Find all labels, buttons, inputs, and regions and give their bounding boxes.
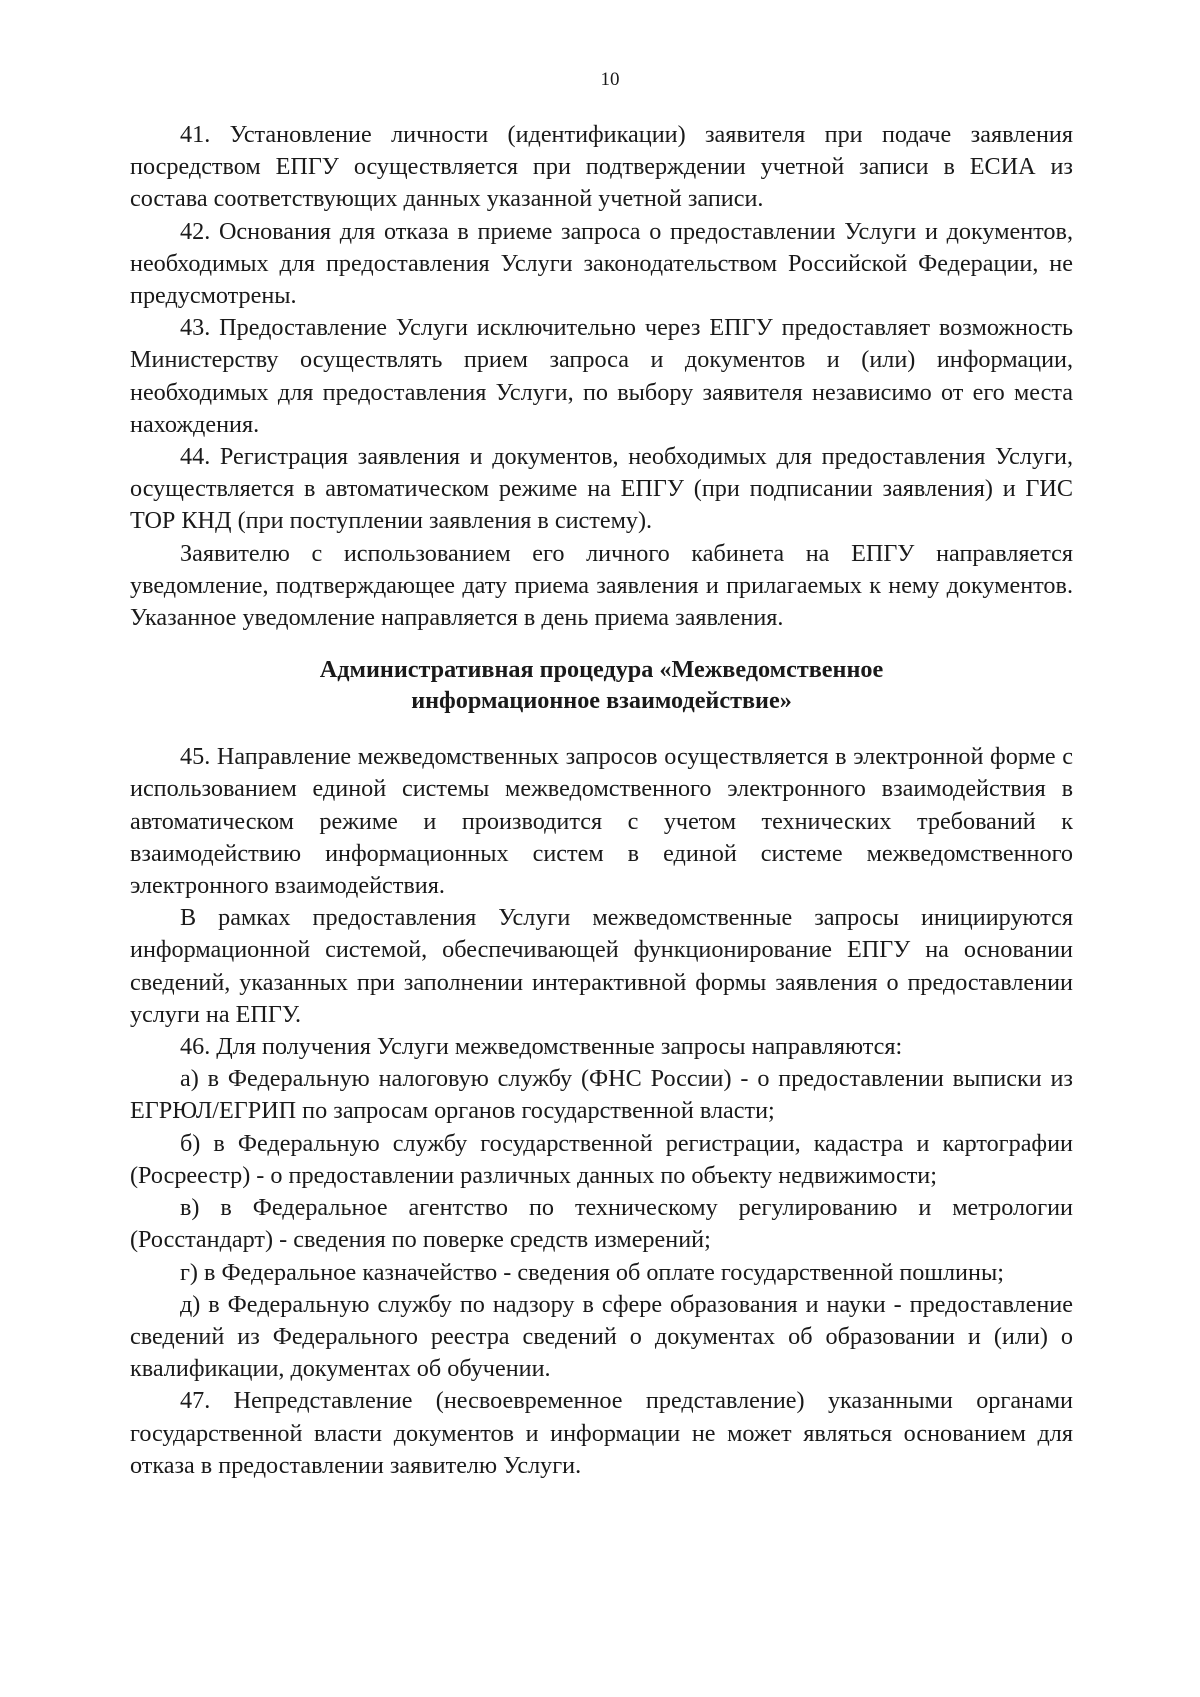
list-item-v: в) в Федеральное агентство по техническому регулированию и метрологии (Росстандарт) - сведения по поверке средств измерений; — [130, 1194, 1073, 1254]
paragraph-45: 45. Направление межведомственных запросов осуществляется в электронной форме с использованием единой системы межведомственного электронного взаимодействия в автоматическом режиме и производится с учетом технических требований к взаимодействию информационных систем в единой системе межведомственного электронного взаимодействия. — [130, 743, 1073, 900]
paragraph-47: 47. Непредставление (несвоевременное представление) указанными органами государственной власти документов и информации не может являться основанием для отказа в предоставлении заявителю Услуги. — [130, 1387, 1073, 1479]
paragraph-46: 46. Для получения Услуги межведомственные запросы направляются: — [180, 1033, 903, 1061]
paragraph-42: 42. Основания для отказа в приеме запроса о предоставлении Услуги и документов, необходимых для предоставления Услуги законодательством Российской Федерации, не предусмотрены. — [130, 217, 1073, 310]
list-item-d: д) в Федеральную службу по надзору в сфере образования и науки - предоставление сведений из Федерального реестра сведений о документах об образовании и (или) о квалификации, документах об обучении. — [130, 1290, 1073, 1383]
paragraph-44: 44. Регистрация заявления и документов, необходимых для предоставления Услуги, осуществляется в автоматическом режиме на ЕПГУ (при подписании заявления) и ГИС ТОР КНД (при поступлении заявления в систему). — [130, 443, 1073, 535]
section-heading-line-2: информационное взаимодействие» — [411, 687, 792, 715]
section-heading — [130, 654, 1073, 716]
paragraph-45-requests: В рамках предоставления Услуги межведомственные запросы инициируются информационной системой, обеспечивающей функционирование ЕПГУ на основании сведений, указанных при заполнении интерактивной формы заявления о предоставлении услуги на ЕПГУ. — [130, 904, 1073, 1028]
document-body — [130, 119, 1073, 1482]
list-item-a: а) в Федеральную налоговую службу (ФНС России) - о предоставлении выписки из ЕГРЮЛ/ЕГРИП по запросам органов государственной власти; — [130, 1065, 1073, 1125]
paragraph-44-notification: Заявителю с использованием его личного кабинета на ЕПГУ направляется уведомление, подтверждающее дату приема заявления и прилагаемых к нему документов. Указанное уведомление направляется в день приема заявления. — [130, 539, 1073, 632]
list-item-b: б) в Федеральную службу государственной регистрации, кадастра и картографии (Росреестр) - о предоставлении различных данных по объекту недвижимости; — [130, 1129, 1073, 1189]
paragraph-43: 43. Предоставление Услуги исключительно через ЕПГУ предоставляет возможность Министерству осуществлять прием запроса и документов и (или) информации, необходимых для предоставления Услуги, по выбору заявителя независимо от его места нахождения. — [130, 314, 1073, 438]
section-heading-line-1: Административная процедура «Межведомственное — [319, 656, 884, 684]
page-number: 10 — [600, 69, 620, 90]
list-item-g: г) в Федеральное казначейство - сведения об оплате государственной пошлины; — [180, 1258, 1004, 1286]
paragraph-41: 41. Установление личности (идентификации) заявителя при подаче заявления посредством ЕПГУ осуществляется при подтверждении учетной записи в ЕСИА из состава соответствующих данных указанной учетной записи. — [130, 121, 1073, 213]
